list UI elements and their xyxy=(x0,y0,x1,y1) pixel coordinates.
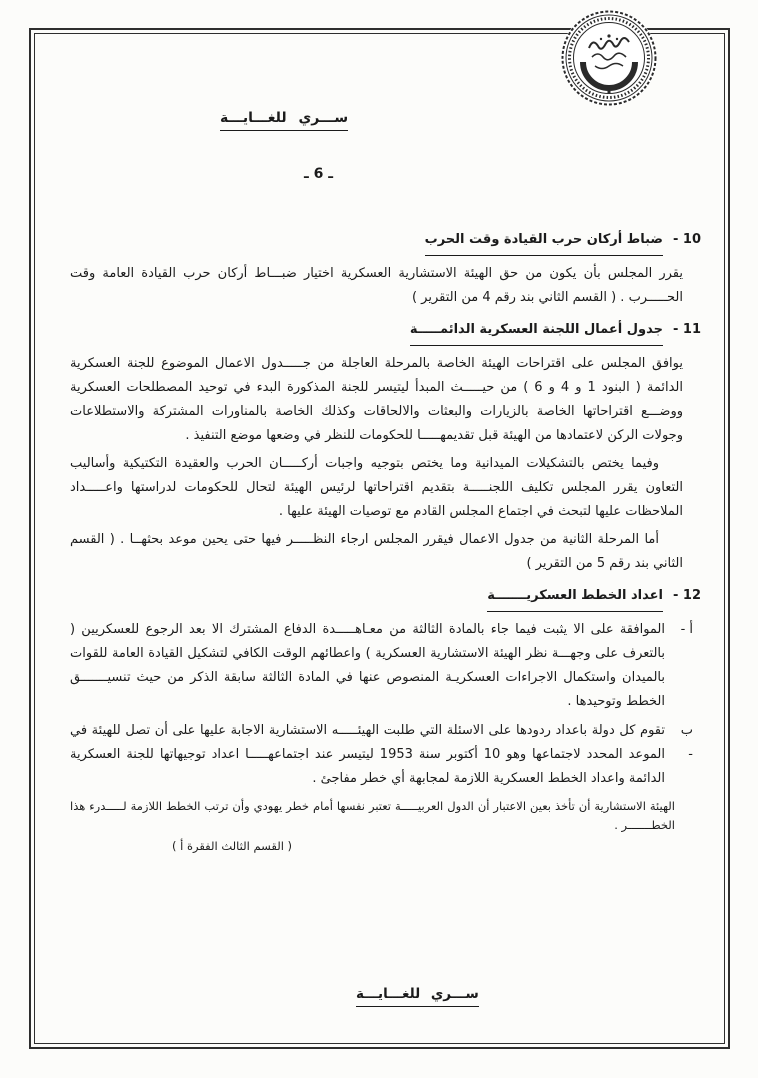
document-body xyxy=(70,220,701,1028)
emblem-graphic xyxy=(559,6,659,110)
section-12 xyxy=(70,584,701,855)
section-title: اعداد الخطط العسكريـــــــة xyxy=(487,584,663,612)
section-10-heading xyxy=(70,228,701,256)
section-11-body xyxy=(70,352,701,576)
section-12-items xyxy=(70,618,693,791)
item-text: الموافقة على الا يثبت فيما جاء بالمادة الثالثة من معـاهـــــدة الدفاع المشترك الا بعد الرجوع للعسكريين ( بالتعرف على وجهـــة نظر الهيئة الاستشارية العسكرية ) واعطائهم الوقت الكافي لتشكيل القيادة العامة للقوات بالميدان واستكمال الاجراءات العسكريـة المنصوص عنها في المادة الثالثة سابقة الذكر من حيث تنسيـــــــق الخطط وتوحيدها . xyxy=(70,622,665,709)
list-item-b xyxy=(70,719,693,791)
classification-top: ســـري للغـــايـــة xyxy=(220,110,348,131)
section-12-heading xyxy=(70,584,701,612)
page-number: ـ 6 ـ xyxy=(304,166,334,182)
paragraph: وفيما يختص بالتشكيلات الميدانية وما يختص بتوجيه واجبات أركـــــان الحرب والعقيدة التكتيكية وأساليب التعاون يقرر المجلس تكليف اللجنـــــة بتقديم اقتراحاتها لرئيس الهيئة لتحال للحكومات لدراستها واعـــــداد الملاحظات عليها لتبحث في اجتماع المجلس القادم مع توصيات الهيئة عليها . xyxy=(70,456,683,519)
section-10-body xyxy=(70,262,701,310)
footnote-citation: ( القسم الثالث الفقرة أ ) xyxy=(172,839,293,853)
arab-league-emblem-icon xyxy=(559,6,659,110)
section-title: جدول أعمال اللجنة العسكرية الدائمـــــة xyxy=(410,318,663,346)
section-11-heading xyxy=(70,318,701,346)
item-marker: ب - xyxy=(680,723,693,762)
paragraph: أما المرحلة الثانية من جدول الاعمال فيقرر المجلس ارجاء النظـــــر فيها حتى يحين موعد بحثهــا . ( القسم الثاني بند رقم 5 من التقرير ) xyxy=(70,532,683,571)
section-title: ضباط أركان حرب القيادة وقت الحرب xyxy=(425,228,663,256)
section-number: 12 - xyxy=(672,588,701,603)
section-number: 11 - xyxy=(672,322,701,337)
list-item-a xyxy=(70,618,693,714)
classification-bottom: ســـري للغـــايـــة xyxy=(356,986,479,1007)
section-11 xyxy=(70,318,701,576)
paragraph: يقرر المجلس بأن يكون من حق الهيئة الاستشارية العسكرية اختيار ضبـــاط أركان حرب القيادة العامة وقت الحـــــرب . ( القسم الثاني بند رقم 4 من التقرير ) xyxy=(70,266,683,305)
section-10 xyxy=(70,228,701,310)
section-number: 10 - xyxy=(672,232,701,247)
paragraph: يوافق المجلس على اقتراحات الهيئة الخاصة بالمرحلة العاجلة من جـــــدول الاعمال الموضوع للجنة العسكرية الدائمة ( البنود 1 و 4 و 6 ) من حيـــــث المبدأ ليتيسر للجنة المذكورة البدء في توحيد المصطلحات العسكرية ووضـــع اقتراحاتها الخاصة بالزيارات والبعثات والالحاقات وكذلك الخاصة بالمناورات المشتركة والاستطلاعات وجولات الركن لاعتمادها من الهيئة قبل تقديمهـــــا للحكومات للنظر في وضعها موضع التنفيذ . xyxy=(70,356,683,443)
item-marker: أ - xyxy=(680,622,693,637)
footnote-text: الهيئة الاستشارية أن تأخذ بعين الاعتبار أن الدول العربيـــــة تعتبر نفسها أمام خطر يهودي وأن ترتب الخطط اللازمة لـــــدرء هذا الخطـــــــر . xyxy=(70,799,675,832)
item-text: تقوم كل دولة باعداد ردودها على الاسئلة التي طلبت الهيئـــــه الاستشارية الاجابة عليها على أن تصل للهيئة في الموعد المحدد لاجتماعها وهو 10 أكتوبر سنة 1953 ليتيسر عند اجتماعهـــــا اعداد توجيهاتها للجنة العسكرية الدائمة واعداد الخطط العسكرية اللازمة لمجابهة أي خطر مفاجئ . xyxy=(70,723,665,786)
